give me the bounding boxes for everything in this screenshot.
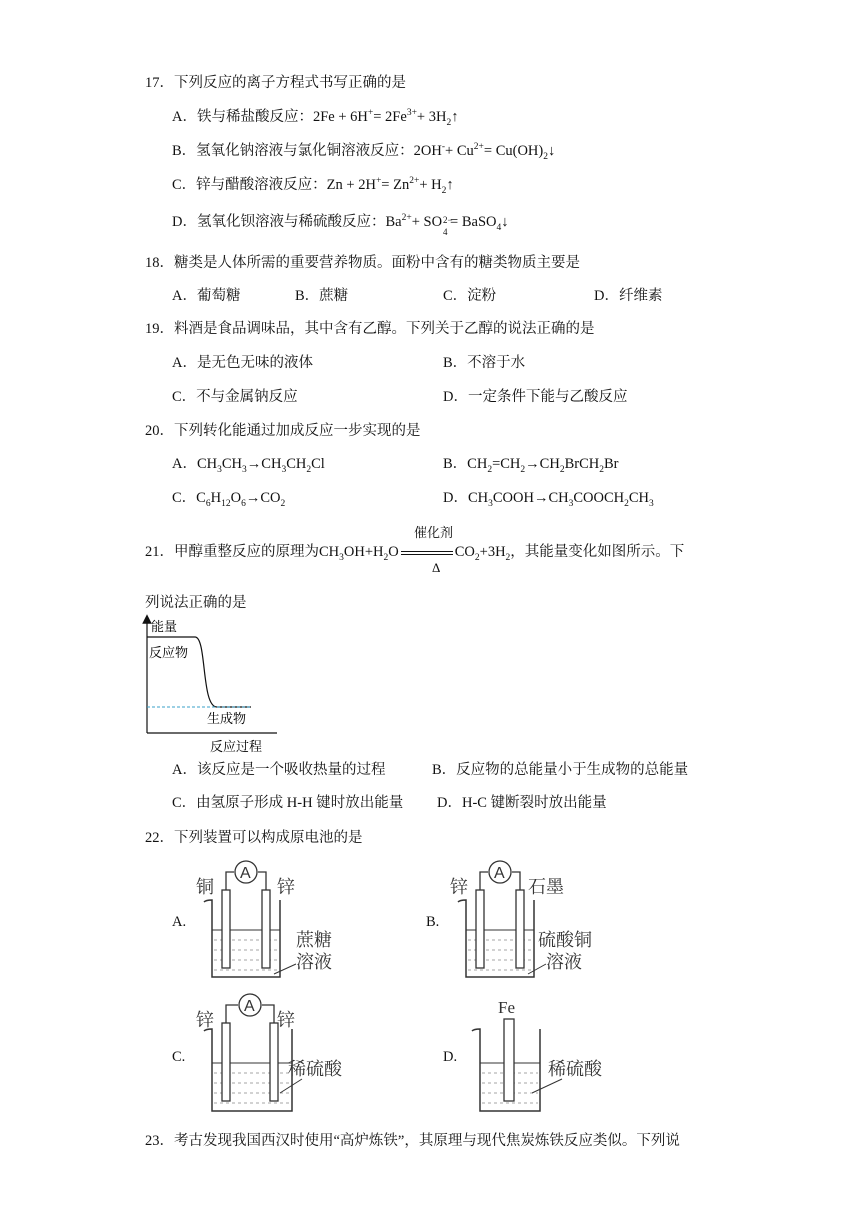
q21-stem-line2: 列说法正确的是 — [145, 595, 247, 611]
q21-option-b: B．反应物的总能量小于生成物的总能量 — [432, 762, 689, 778]
q17-option-b: B．氢氧化钠溶液与氯化铜溶液反应：$2OH^-+ Cu^{2+}=$ $Cu(OH)_2↓$ — [172, 142, 556, 162]
ammeter-label: A — [240, 865, 251, 882]
x-axis-label: 反应过程 — [210, 739, 263, 754]
right-electrode-label: 锌 — [277, 877, 295, 897]
left-electrode-label: 铜 — [196, 877, 214, 897]
reaction-equals-sign — [401, 551, 453, 555]
q17-option-c: C．锌与醋酸溶液反应：$Zn + 2H^+= Zn^{2+}+$ $H_2↑$ — [172, 176, 454, 196]
q20-stem: 20．下列转化能通过加成反应一步实现的是 — [145, 423, 421, 439]
apparatus-a — [192, 860, 352, 985]
q17-stem: 17．下列反应的离子方程式书写正确的是 — [145, 75, 406, 91]
q20-option-c: C．$C_6H_{12}O_6\to CO_2$ — [172, 490, 286, 509]
catalyst-label: 催化剂 — [414, 525, 454, 540]
ammeter-label: A — [494, 865, 505, 882]
q22-option-a-label: A. — [172, 914, 187, 930]
solution-label-1: 硫酸铜 — [538, 930, 592, 950]
q20-option-b: B．$CH_2=CH_2\to CH_2BrCH_2Br$ — [443, 456, 619, 475]
q17-option-d: D．氢氧化钡溶液与稀硫酸反应：$Ba^{2+}+$ SO 2− 4 = BaSO$_4$↓ — [172, 213, 509, 237]
q18-option-a: A．葡萄糖 — [172, 288, 241, 304]
reactant-label: 反应物 — [149, 645, 189, 660]
q22-stem: 22．下列装置可以构成原电池的是 — [145, 830, 363, 846]
solution-label-1: 稀硫酸 — [288, 1059, 342, 1079]
q18-option-c: C．淀粉 — [443, 288, 497, 304]
q21-option-d: D．H-C 键断裂时放出能量 — [437, 795, 607, 811]
q19-option-c: C．不与金属钠反应 — [172, 389, 298, 405]
right-electrode-label: 锌 — [277, 1010, 295, 1030]
q21-option-c: C．由氢原子形成 H-H 键时放出能量 — [172, 795, 404, 811]
left-electrode-label: 锌 — [450, 877, 468, 897]
energy-diagram — [135, 613, 285, 755]
q19-stem: 19．料酒是食品调味品，其中含有乙醇。下列关于乙醇的说法正确的是 — [145, 321, 595, 337]
solution-label-1: 蔗糖 — [296, 930, 332, 950]
q22-option-d-label: D. — [443, 1049, 458, 1065]
solution-label-1: 稀硫酸 — [548, 1059, 602, 1079]
q18-option-d: D．纤维素 — [594, 288, 663, 304]
apparatus-b — [446, 860, 616, 985]
q20-option-d: D．$CH_3COOH\to CH_3COOCH_2CH_3$ — [443, 490, 654, 509]
solution-label-2: 溶液 — [546, 952, 582, 972]
q17-option-a: A．铁与稀盐酸反应：$2Fe + 6H^+= 2Fe^{3+}+$ $3H_2↑$ — [172, 108, 459, 128]
q21-stem: 21．甲醇重整反应的原理为$CH_3OH+H_2O$ $CO_2+3H_2$，其能量变化如图所示。下 — [145, 544, 685, 563]
q22-option-b-label: B. — [426, 914, 440, 930]
left-electrode-label: 锌 — [196, 1010, 214, 1030]
q22-option-c-label: C. — [172, 1049, 186, 1065]
product-label: 生成物 — [207, 711, 247, 726]
right-electrode-label: 石墨 — [528, 877, 564, 897]
electrode-label: Fe — [498, 998, 515, 1017]
heat-symbol: Δ — [432, 560, 441, 575]
y-axis-label: 能量 — [151, 619, 178, 634]
q19-option-b: B．不溶于水 — [443, 355, 526, 371]
apparatus-d — [460, 993, 620, 1118]
q23-stem: 23．考古发现我国西汉时使用“高炉炼铁”，其原理与现代焦炭炼铁反应类似。下列说 — [145, 1133, 680, 1149]
q19-option-a: A．是无色无味的液体 — [172, 355, 313, 371]
q19-option-d: D．一定条件下能与乙酸反应 — [443, 389, 628, 405]
solution-label-2: 溶液 — [296, 952, 332, 972]
ammeter-label: A — [244, 998, 255, 1015]
q21-option-a: A．该反应是一个吸收热量的过程 — [172, 762, 386, 778]
q20-option-a: A．$CH_3CH_3\to CH_3CH_2Cl$ — [172, 456, 325, 475]
q18-stem: 18．糖类是人体所需的重要营养物质。面粉中含有的糖类物质主要是 — [145, 255, 580, 271]
q18-option-b: B．蔗糖 — [295, 288, 349, 304]
apparatus-c — [192, 993, 382, 1118]
